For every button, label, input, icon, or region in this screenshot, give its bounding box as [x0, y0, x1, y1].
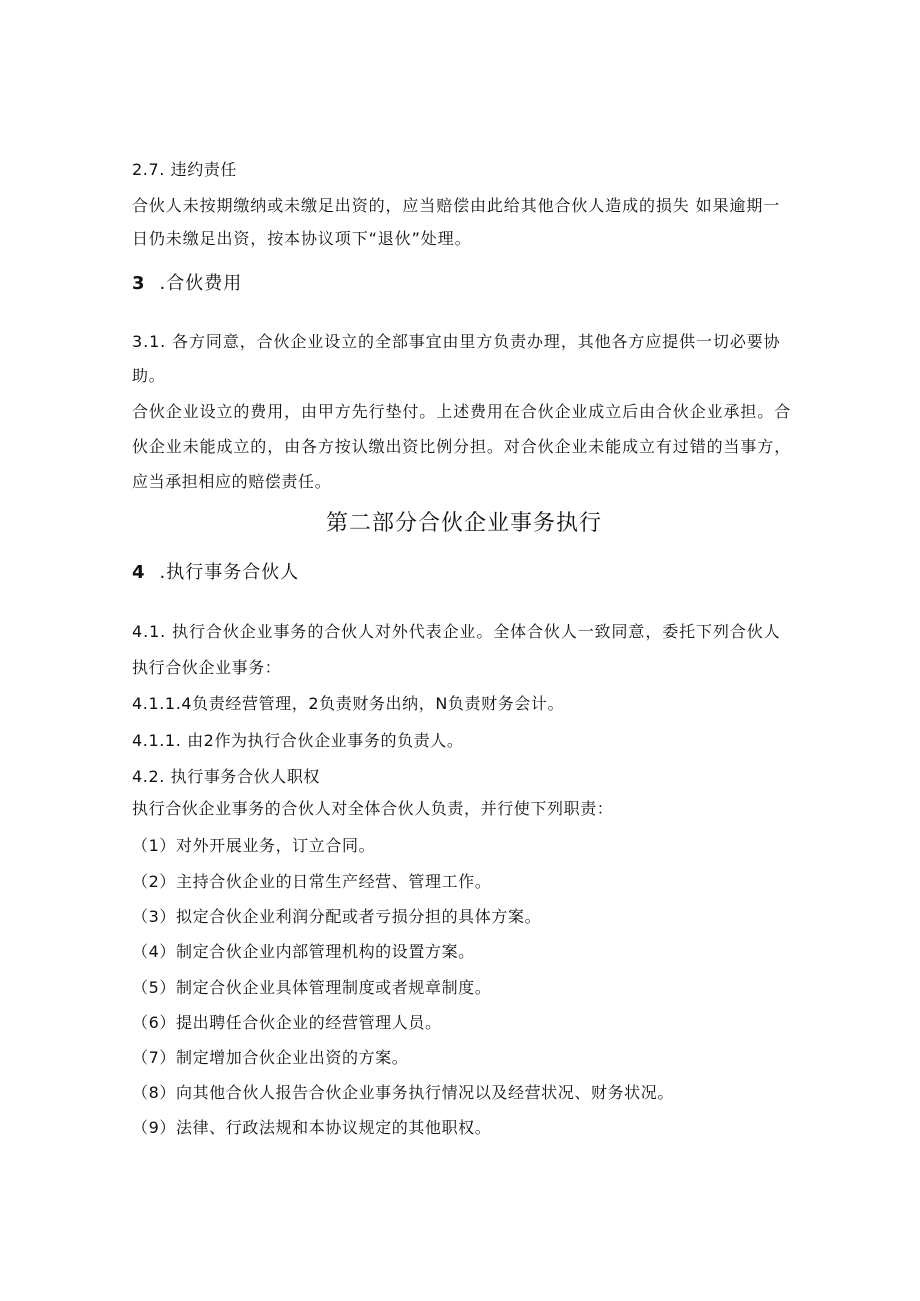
list-item: （8）向其他合伙人报告合伙企业事务执行情况以及经营状况、财务状况。	[132, 1083, 674, 1102]
part-two-title: 第二部分合伙企业事务执行	[325, 511, 602, 536]
section-4-title: .执行事务合伙人	[159, 562, 300, 583]
section-3-paragraph-2-line-1: 合伙企业设立的费用，由甲方先行垫付。上述费用在合伙企业成立后由合伙企业承担。合	[132, 402, 792, 421]
list-item: （3）拟定合伙企业利润分配或者亏损分担的具体方案。	[132, 907, 542, 926]
section-4-2-title: 4.2. 执行事务合伙人职权	[132, 767, 321, 786]
list-item: （7）制定增加合伙企业出资的方案。	[132, 1048, 409, 1067]
list-item: （2）主持合伙企业的日常生产经营、管理工作。	[132, 872, 492, 891]
section-4-2-intro: 执行合伙企业事务的合伙人对全体合伙人负责，并行使下列职责：	[132, 799, 614, 818]
list-item: （1）对外开展业务，订立合同。	[132, 836, 376, 855]
section-2-7-title: 2.7. 违约责任	[132, 160, 238, 179]
section-4-1-line-2: 执行合伙企业事务：	[132, 658, 282, 677]
section-4-1-1-responsible: 4.1.1. 由2作为执行合伙企业事务的负责人。	[132, 731, 464, 750]
section-3-1-line-1: 3.1. 各方同意，合伙企业设立的全部事宜由里方负责办理，其他各方应提供一切必要协	[132, 332, 781, 351]
list-item: （9）法律、行政法规和本协议规定的其他职权。	[132, 1118, 492, 1137]
section-4-number: 4	[132, 562, 146, 583]
list-item: （5）制定合伙企业具体管理制度或者规章制度。	[132, 978, 492, 997]
section-3-heading	[132, 272, 242, 296]
section-4-heading	[132, 561, 299, 585]
section-4-1-line-1: 4.1. 执行合伙企业事务的合伙人对外代表企业。全体合伙人一致同意，委托下列合伙人	[132, 622, 781, 641]
section-2-7-paragraph-line-1: 合伙人未按期缴纳或未缴足出资的，应当赔偿由此给其他合伙人造成的损失 如果逾期一	[132, 196, 781, 215]
section-4-1-1-assignment: 4.1.1.4负责经营管理，2负责财务出纳，N负责财务会计。	[132, 694, 565, 713]
list-item: （4）制定合伙企业内部管理机构的设置方案。	[132, 942, 475, 961]
list-item: （6）提出聘任合伙企业的经营管理人员。	[132, 1013, 442, 1032]
section-2-7-paragraph-line-2: 日仍未缴足出资，按本协议项下“退伙”处理。	[132, 229, 472, 248]
section-3-title: .合伙费用	[159, 273, 243, 294]
section-3-paragraph-2-line-2: 伙企业未能成立的，由各方按认缴出资比例分担。对合伙企业未能成立有过错的当事方，	[132, 437, 792, 456]
section-3-number: 3	[132, 273, 146, 294]
section-3-1-line-2: 助。	[132, 366, 166, 385]
section-3-paragraph-2-line-3: 应当承担相应的赔偿责任。	[132, 472, 332, 491]
